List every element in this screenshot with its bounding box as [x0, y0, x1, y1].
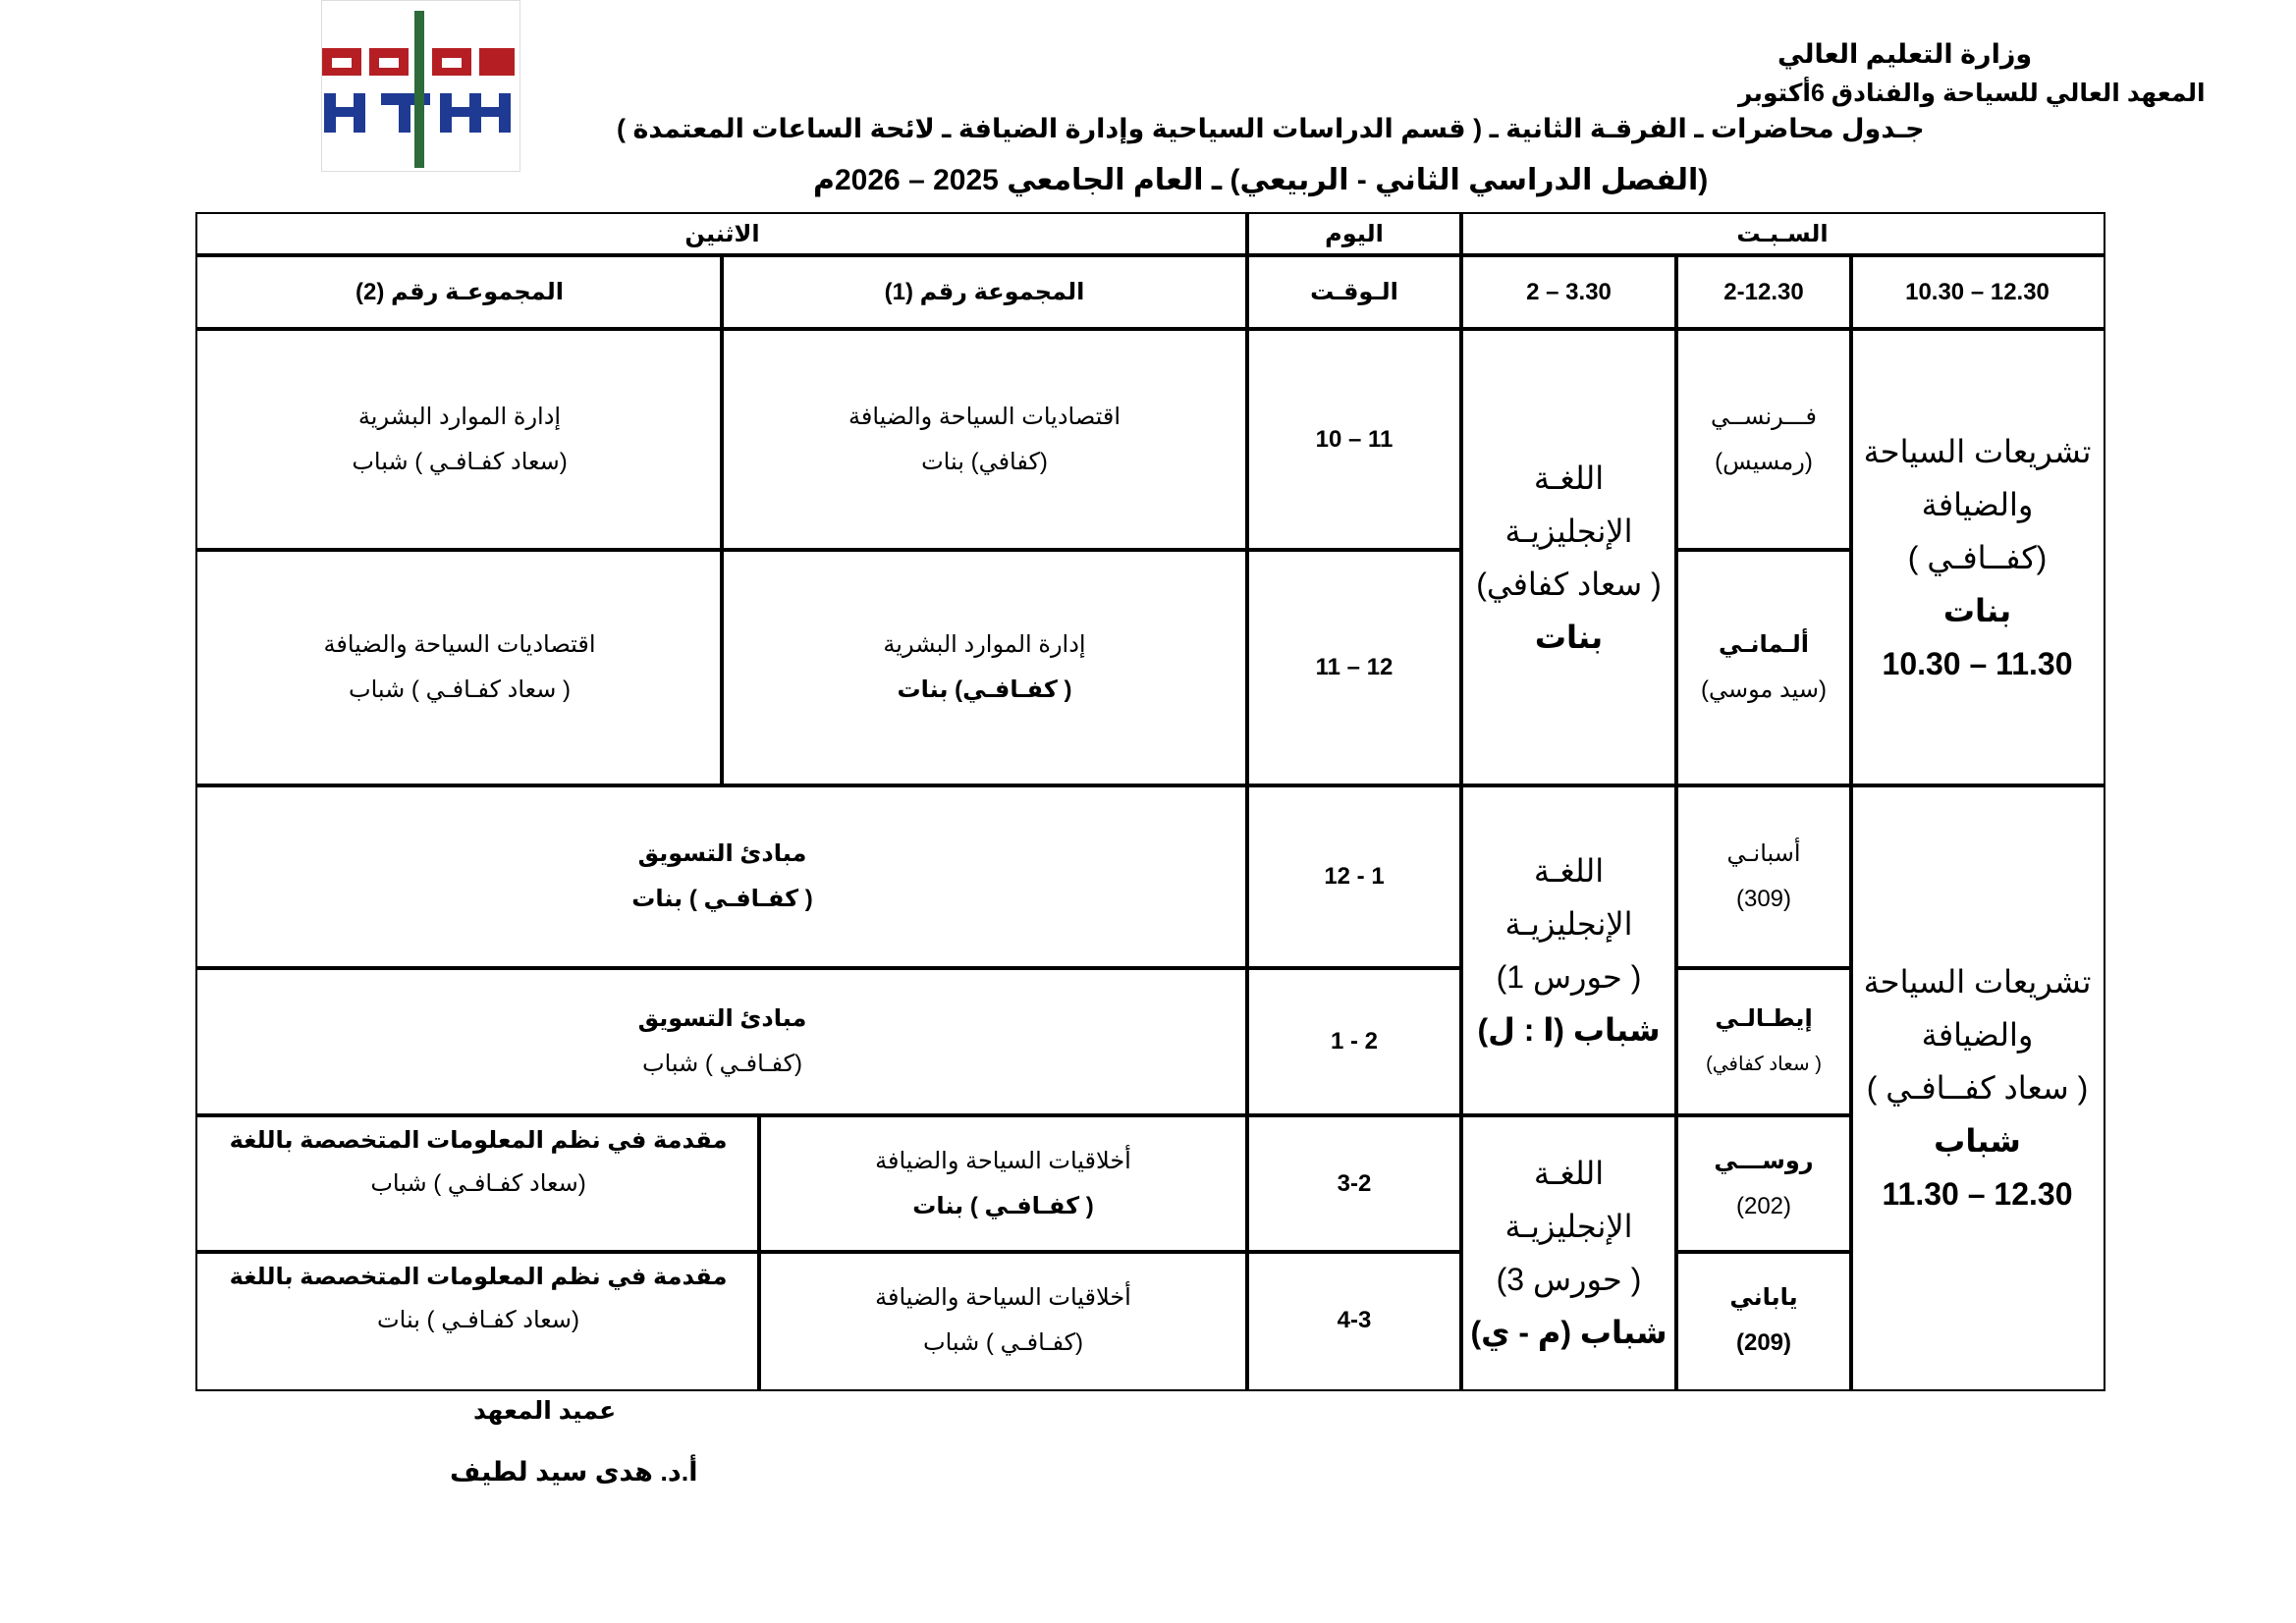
- dean-name: أ.د. هدى سيد لطيف: [450, 1457, 698, 1487]
- course-cont: الإنجليزيـة: [1504, 513, 1633, 549]
- time-r2: [1245, 548, 1463, 787]
- time-value: 12.30 – 11.30: [1882, 1175, 2073, 1212]
- course: مبادئ التسويق: [637, 1005, 807, 1032]
- room: (209): [1735, 1329, 1792, 1356]
- time-value: 11.30 – 10.30: [1882, 645, 2073, 681]
- instructor: ( سعاد كفــافـي ): [1866, 1069, 2089, 1106]
- institute-logo: [321, 0, 520, 172]
- course: اللغـة: [1533, 1155, 1605, 1191]
- course: روســـي: [1714, 1147, 1814, 1174]
- time-r3: [1245, 784, 1463, 970]
- cell-r5-group2: [195, 1113, 761, 1254]
- group2-label: المجموعـة رقم (2): [355, 278, 564, 305]
- header-sat-slot3: [1459, 253, 1678, 331]
- course: مقدمة في نظم المعلومات المتخصصة باللغة: [229, 1264, 728, 1290]
- course: اللغـة: [1533, 460, 1605, 496]
- time-value: 1 - 12: [1324, 863, 1385, 890]
- course: اقتصاديات السياحة والضيافة: [323, 631, 596, 658]
- group: بنات: [1534, 619, 1604, 655]
- instructor: ( كفـافـي) بنات: [897, 676, 1072, 703]
- cell-english-2: [1459, 784, 1678, 1117]
- course: ألـمانـي: [1718, 631, 1810, 658]
- time-value: 4-3: [1337, 1307, 1372, 1333]
- instructor: (كفــافـي ): [1907, 539, 2048, 575]
- cell-english-1: [1459, 327, 1678, 787]
- course: ياباني: [1729, 1284, 1798, 1311]
- instructor: ( سعاد كفـافـي ) شباب: [348, 676, 572, 703]
- instructor: (كفافي) بنات: [921, 448, 1048, 475]
- time-value: 3-2: [1337, 1169, 1372, 1197]
- instructor: ( سعاد كفافي): [1476, 566, 1662, 602]
- instructor: (سعاد كفـافـي ) بنات: [377, 1307, 579, 1333]
- group: شباب: [1934, 1122, 2021, 1159]
- course: مقدمة في نظم المعلومات المتخصصة باللغة: [229, 1127, 728, 1154]
- cell-legislation-2: [1849, 784, 2105, 1391]
- cell-r2-group2: [195, 548, 724, 787]
- course: إدارة الموارد البشرية: [357, 403, 562, 430]
- sat-slot2-label: 2-12.30: [1723, 278, 1804, 305]
- header-time: [1245, 253, 1463, 331]
- instructor: (سعاد كفـافـي ) شباب: [352, 448, 568, 475]
- group1-label: المجموعة رقم (1): [884, 278, 1085, 305]
- course: أخلاقيات السياحة والضيافة: [875, 1284, 1131, 1311]
- cell-legislation-1: [1849, 327, 2105, 787]
- cell-russian: [1674, 1113, 1853, 1254]
- header-day: [1245, 212, 1463, 257]
- cell-r4-all: [195, 966, 1249, 1117]
- schedule-title: جـدول محاضرات ـ الفرقـة الثانية ـ ( قسم الدراسات السياحية وإدارة الضيافة ـ لائحة الساعات المعتمدة ): [617, 114, 1925, 143]
- time-label: الـوقـت: [1310, 278, 1398, 305]
- time-r4: [1245, 966, 1463, 1117]
- time-r1: [1245, 327, 1463, 552]
- dean-title: عميد المعهد: [473, 1397, 617, 1425]
- cell-french: [1674, 327, 1853, 552]
- term-line: (الفصل الدراسي الثاني - الربيعي) ـ العام الجامعي 2025 – 2026م: [813, 164, 1709, 196]
- course-cont: والضيافة: [1921, 1016, 2034, 1053]
- header-saturday-label: السـبـت: [1736, 221, 1829, 247]
- instructor: ( سعاد كفافي): [1706, 1054, 1822, 1075]
- instructor: (سيد موسي): [1701, 676, 1827, 703]
- instructor: ( كفـافـي ) بنات: [631, 886, 813, 912]
- course-cont: الإنجليزيـة: [1504, 906, 1633, 942]
- course: تشريعات السياحة: [1863, 963, 2092, 1000]
- instructor: ( كفـافـي ) بنات: [912, 1192, 1094, 1219]
- sat-slot1-label: 12.30 – 10.30: [1905, 278, 2050, 305]
- header-saturday: [1459, 212, 2105, 257]
- instructor: ( حورس 1): [1496, 959, 1642, 995]
- cell-italian: [1674, 966, 1853, 1117]
- cell-japanese: [1674, 1250, 1853, 1391]
- course-cont: والضيافة: [1921, 486, 2034, 522]
- header-sat-slot1: [1849, 253, 2105, 331]
- course: فـــرنســي: [1711, 403, 1817, 430]
- cell-r1-group2: [195, 327, 724, 552]
- course: مبادئ التسويق: [637, 840, 807, 867]
- cell-english-3: [1459, 1113, 1678, 1391]
- group: شباب (م - ي): [1470, 1314, 1667, 1350]
- time-value: 2 - 1: [1330, 1028, 1379, 1055]
- course: أخلاقيات السياحة والضيافة: [875, 1147, 1131, 1174]
- instructor: (سعاد كفـافـي ) شباب: [370, 1170, 586, 1197]
- course: أسبانـي: [1726, 840, 1801, 867]
- institute-name: المعهد العالي للسياحة والفنادق 6أكتوبر: [1738, 80, 2206, 107]
- time-r6: [1245, 1250, 1463, 1391]
- time-r5: [1245, 1113, 1463, 1254]
- header-group1: [720, 253, 1249, 331]
- group: شباب (ا : ل): [1477, 1012, 1661, 1048]
- header-sat-slot2: [1674, 253, 1853, 331]
- room: (309): [1735, 886, 1792, 912]
- cell-r2-group1: [720, 548, 1249, 787]
- cell-r5-group1: [757, 1113, 1249, 1254]
- instructor: (رمسيس): [1715, 448, 1813, 475]
- group: بنات: [1942, 592, 2012, 628]
- sat-slot3-label: 3.30 – 2: [1526, 278, 1612, 305]
- header-monday-label: الاثنين: [684, 221, 760, 247]
- cell-german: [1674, 548, 1853, 787]
- course: إيطـالـي: [1715, 1005, 1813, 1032]
- room: (202): [1735, 1192, 1792, 1219]
- time-value: 11 – 10: [1315, 425, 1394, 453]
- cell-r1-group1: [720, 327, 1249, 552]
- cell-r6-group1: [757, 1250, 1249, 1391]
- instructor: ( حورس 3): [1496, 1261, 1642, 1297]
- course-cont: الإنجليزيـة: [1504, 1208, 1633, 1244]
- header-monday: [195, 212, 1249, 257]
- time-value: 12 – 11: [1315, 654, 1394, 680]
- ministry-name: وزارة التعليم العالي: [1777, 39, 2033, 69]
- header-group2: [195, 253, 724, 331]
- cell-r3-all: [195, 784, 1249, 970]
- instructor: (كفـافـي ) شباب: [923, 1329, 1083, 1356]
- course: اللغـة: [1533, 853, 1605, 889]
- course: إدارة الموارد البشرية: [883, 631, 1086, 658]
- instructor: (كفـافـي ) شباب: [642, 1051, 802, 1077]
- cell-spanish: [1674, 784, 1853, 970]
- header-day-label: اليوم: [1325, 221, 1384, 247]
- cell-r6-group2: [195, 1250, 761, 1391]
- course: اقتصاديات السياحة والضيافة: [847, 403, 1121, 430]
- course: تشريعات السياحة: [1863, 433, 2092, 469]
